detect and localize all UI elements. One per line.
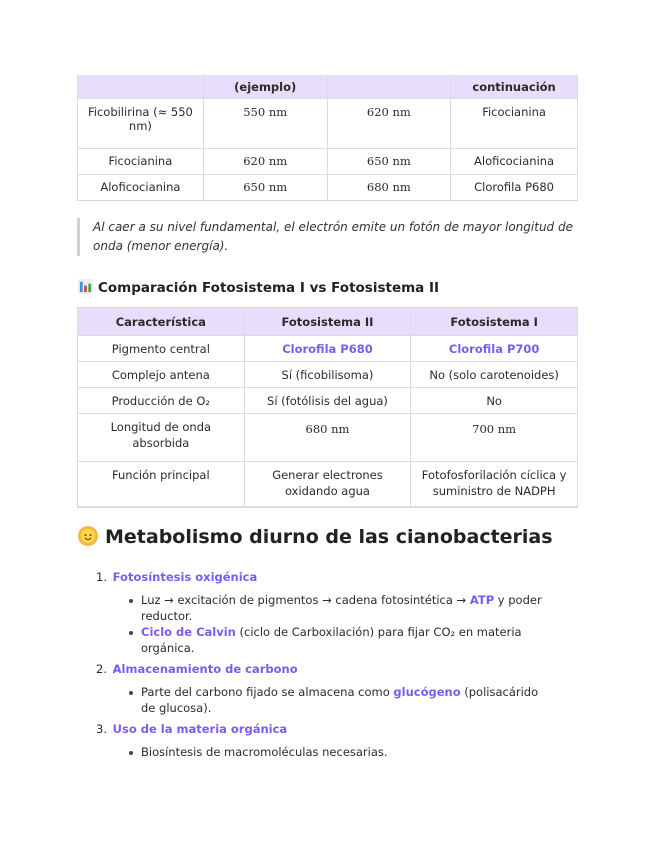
table-header-row [78,308,578,336]
table-row [78,175,578,201]
table-cell: Producción de O₂ [78,388,245,414]
table-cell: 620 nm [327,99,451,149]
list-item [96,569,546,585]
list-item [96,721,546,737]
list-number: 2. [96,662,107,676]
pigment-transfer-table [77,75,578,201]
table-cell: Aloficocianina [451,149,578,175]
table-cell: 700 nm [411,414,578,462]
list-heading: Almacenamiento de carbono [112,662,298,676]
table-row [78,336,578,362]
table-cell: Ficobilirina (≈ 550 nm) [78,99,204,149]
subitem-text: y poder reductor. [141,593,542,623]
table-cell: 650 nm [327,149,451,175]
table-row [78,99,578,149]
table-header-cell: (ejemplo) [203,75,327,99]
term-link: Ciclo de Calvin [141,625,236,639]
table-row [78,388,578,414]
list-subitem [129,592,546,624]
table-cell: 620 nm [203,149,327,175]
table-cell: Clorofila P680 [244,336,411,362]
term-link: glucógeno [393,685,461,699]
table-cell: Clorofila P700 [411,336,578,362]
section-heading [77,525,553,548]
table-header-cell [327,75,451,99]
table-header-cell [78,75,204,99]
table-header-cell: Fotosistema II [244,308,411,336]
table-header-cell: continuación [451,75,578,99]
table-cell: Longitud de onda absorbida [78,414,245,462]
photosystem-comparison-table [77,307,578,508]
table-cell: Generar electrones oxidando agua [244,462,411,508]
list-item [96,661,546,677]
table-cell: Sí (fotólisis del agua) [244,388,411,414]
table-cell: Pigmento central [78,336,245,362]
table-cell: Sí (ficobilisoma) [244,362,411,388]
subitem-text: Biosíntesis de macromoléculas necesarias. [141,745,388,759]
table-cell: Función principal [78,462,245,508]
list-subitem [129,624,546,656]
table-cell: Aloficocianina [78,175,204,201]
list-number: 1. [96,570,107,584]
table-cell: Fotofosforilación cíclica y suministro de NADPH [411,462,578,508]
table-row [78,149,578,175]
comparison-heading [78,279,439,296]
bar-chart-icon [78,279,93,294]
table-cell: 680 nm [327,175,451,201]
table-cell: 650 nm [203,175,327,201]
subitem-text: (ciclo de Carboxilación) para fijar CO₂ en materia orgánica. [141,625,522,655]
blockquote: Al caer a su nivel fundamental, el electrón emite un fotón de mayor longitud de onda (menor energía). [77,218,573,256]
table-cell: Complejo antena [78,362,245,388]
term-link: ATP [469,593,495,607]
table-cell: 550 nm [203,99,327,149]
table-cell: Clorofila P680 [451,175,578,201]
list-heading: Fotosíntesis oxigénica [112,570,258,584]
subitem-text: Parte del carbono fijado se almacena como [141,685,394,699]
comparison-title: Comparación Fotosistema I vs Fotosistema II [98,280,440,296]
table-header-cell: Fotosistema I [411,308,578,336]
subitem-text: (polisacárido de glucosa). [141,685,539,715]
list-heading: Uso de la materia orgánica [112,722,288,736]
table-cell: Ficocianina [78,149,204,175]
list-number: 3. [96,722,107,736]
table-cell: Ficocianina [451,99,578,149]
table-header-cell: Característica [78,308,245,336]
subitem-text: Luz → excitación de pigmentos → cadena fotosintética → [141,593,470,607]
table-row [78,362,578,388]
metabolism-list [96,569,546,760]
table-cell: 680 nm [244,414,411,462]
table-cell: No (solo carotenoides) [411,362,578,388]
table-header-row [78,75,578,99]
table-row [78,462,578,508]
section-title: Metabolismo diurno de las cianobacterias [105,526,553,548]
list-subitem [129,684,546,716]
list-subitem [129,744,546,760]
sun-icon [77,525,99,547]
horizontal-rule [77,506,578,508]
table-row [78,414,578,462]
table-cell: No [411,388,578,414]
